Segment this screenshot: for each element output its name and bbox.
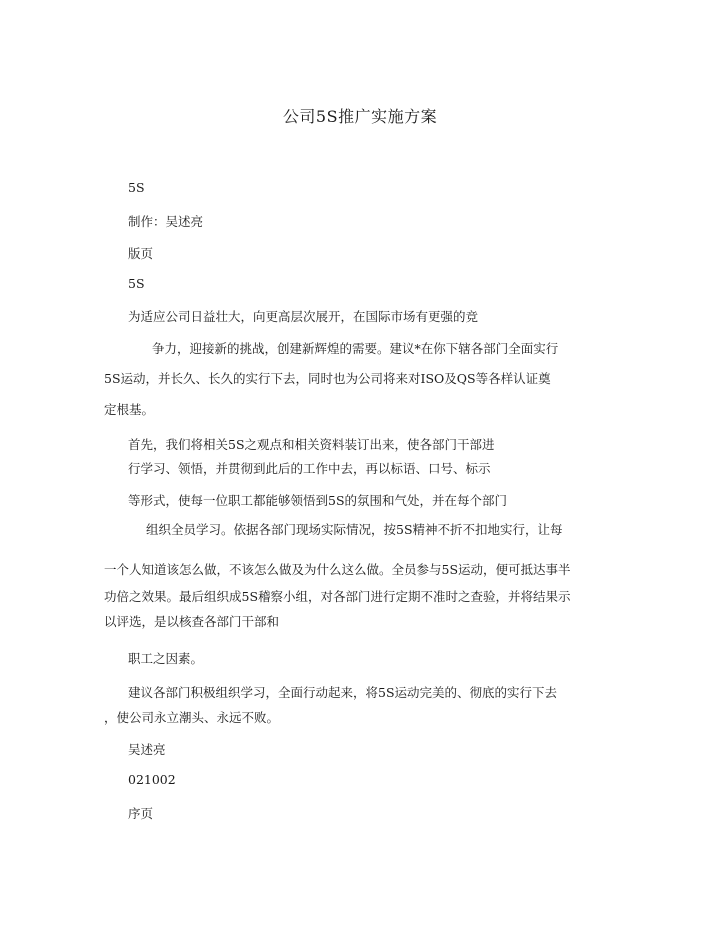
signature-name: 吴述亮: [128, 742, 166, 757]
text-line-5s-header: 5S: [128, 180, 145, 195]
paragraph-line: 为适应公司日益壮大，向更高层次展开，在国际市场有更强的竞: [128, 309, 479, 324]
paragraph-line: 等形式，使每一位职工都能够领悟到5S的氛围和气处，并在每个部门: [128, 493, 508, 508]
text-line-cover-page: 版页: [128, 246, 154, 261]
document-title: 公司5S推广实施方案: [282, 107, 438, 126]
paragraph-line: 一个人知道该怎么做，不该怎么做及为什么这么做。全员参与5S运动，便可抵达事半: [104, 562, 571, 577]
text-line-5s-section: 5S: [128, 276, 145, 291]
paragraph-line: 5S运动，并长久、长久的实行下去，同时也为公司将来对ISO及QS等各样认证奠: [104, 371, 551, 386]
paragraph-line: 定根基。: [104, 402, 155, 417]
text-line-preface-page: 序页: [128, 806, 154, 821]
paragraph-line: 行学习、领悟，并贯彻到此后的工作中去，再以标语、口号、标示: [128, 461, 491, 476]
paragraph-line: 争力，迎接新的挑战，创建新辉煌的需要。建议*在你下辖各部门全面实行: [152, 341, 559, 356]
paragraph-line: ，使公司永立潮头、永远不败。: [104, 710, 280, 725]
paragraph-line: 以评选，是以核查各部门干部和: [104, 614, 280, 629]
paragraph-line: 功倍之效果。最后组织成5S稽察小组，对各部门进行定期不准时之查验，并将结果示: [104, 589, 571, 604]
paragraph-line: 首先，我们将相关5S之观点和相关资料装订出来，使各部门干部进: [128, 437, 495, 452]
paragraph-line: 职工之因素。: [128, 651, 204, 666]
text-line-author: 制作：吴述亮: [128, 214, 204, 229]
signature-date: 021002: [128, 772, 176, 787]
paragraph-line: 建议各部门积极组织学习，全面行动起来，将5S运动完美的、彻底的实行下去: [128, 685, 558, 700]
paragraph-line: 组织全员学习。依据各部门现场实际情况，按5S精神不折不扣地实行，让每: [146, 522, 563, 537]
